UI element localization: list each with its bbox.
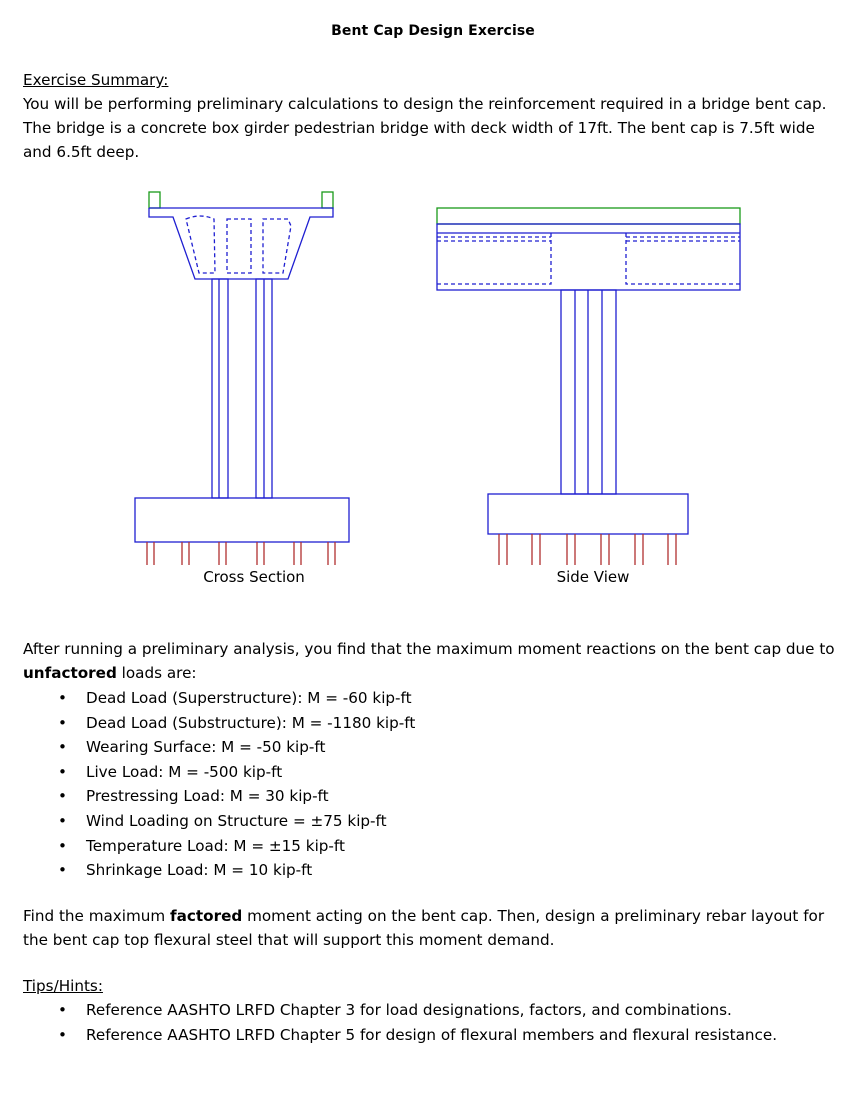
cross-section-footing — [135, 498, 349, 542]
list-item — [23, 858, 415, 883]
tips-list — [23, 998, 777, 1047]
load-text: Dead Load (Superstructure): M = -60 kip-ft — [86, 689, 412, 707]
cross-section-barriers — [149, 192, 333, 208]
load-text: Dead Load (Substructure): M = -1180 kip-ft — [86, 713, 416, 732]
bullet-icon: • — [58, 836, 67, 855]
cross-section-columns — [212, 279, 272, 498]
load-text: Wind Loading on Structure = ±75 kip-ft — [86, 811, 387, 830]
task-tail: moment acting on the bent cap. Then, design a preliminary rebar layout for the bent cap top flexural steel that will support this moment demand. — [23, 907, 825, 949]
bullet-icon: • — [58, 1025, 67, 1044]
bullet-icon: • — [58, 861, 67, 880]
summary-heading: Exercise Summary: — [23, 71, 169, 89]
side-view-label: Side View — [556, 568, 630, 586]
task-bold: factored — [170, 907, 243, 925]
load-text: Prestressing Load: M = 30 kip-ft — [86, 787, 329, 806]
side-view-footing — [488, 494, 688, 534]
bullet-icon: • — [58, 713, 67, 732]
side-view-columns — [561, 290, 616, 494]
side-view-cells — [437, 233, 740, 284]
task-statement — [23, 904, 843, 952]
list-item — [23, 711, 415, 736]
list-item — [23, 784, 415, 809]
load-text: Temperature Load: M = ±15 kip-ft — [86, 836, 345, 855]
tip-text: Reference AASHTO LRFD Chapter 3 for load designations, factors, and combinations. — [86, 1001, 732, 1019]
analysis-intro-text: After running a preliminary analysis, you find that the maximum moment reactions on the bent cap due to — [23, 640, 835, 658]
cross-section-label: Cross Section — [203, 568, 305, 586]
bullet-icon: • — [58, 811, 67, 830]
load-text: Shrinkage Load: M = 10 kip-ft — [86, 861, 313, 880]
summary-text: You will be performing preliminary calculations to design the reinforcement required in a bridge bent cap. The bridge is a concrete box girder pedestrian bridge with deck width of 17ft. The bent cap is 7.5ft wide and 6.5ft deep. — [23, 95, 827, 161]
list-item — [23, 998, 777, 1023]
bullet-icon: • — [58, 689, 67, 707]
document-title: Bent Cap Design Exercise — [331, 23, 535, 39]
load-list — [23, 686, 415, 883]
side-view-drawing — [437, 208, 740, 565]
analysis-intro-bold: unfactored — [23, 664, 117, 682]
tips-heading: Tips/Hints: — [23, 977, 103, 995]
list-item — [23, 1023, 777, 1048]
list-item — [23, 735, 415, 760]
side-view-piles — [499, 534, 676, 565]
bullet-icon: • — [58, 1001, 67, 1019]
load-text: Live Load: M = -500 kip-ft — [86, 762, 283, 781]
analysis-intro-tail: loads are: — [116, 664, 197, 682]
cross-section-piles — [147, 542, 335, 565]
side-view-deck — [437, 208, 740, 224]
tip-text: Reference AASHTO LRFD Chapter 5 for design of flexural members and flexural resistance. — [86, 1025, 778, 1044]
list-item — [23, 809, 415, 834]
list-item — [23, 686, 415, 711]
analysis-intro — [23, 637, 843, 685]
bullet-icon: • — [58, 787, 67, 806]
cross-section-cells — [186, 216, 291, 273]
load-text: Wearing Surface: M = -50 kip-ft — [86, 738, 326, 757]
bullet-icon: • — [58, 738, 67, 757]
cross-section-drawing — [135, 192, 349, 565]
list-item — [23, 760, 415, 785]
bullet-icon: • — [58, 762, 67, 781]
task-text: Find the maximum — [23, 907, 171, 925]
side-view-superstructure — [437, 224, 740, 290]
list-item — [23, 834, 415, 859]
